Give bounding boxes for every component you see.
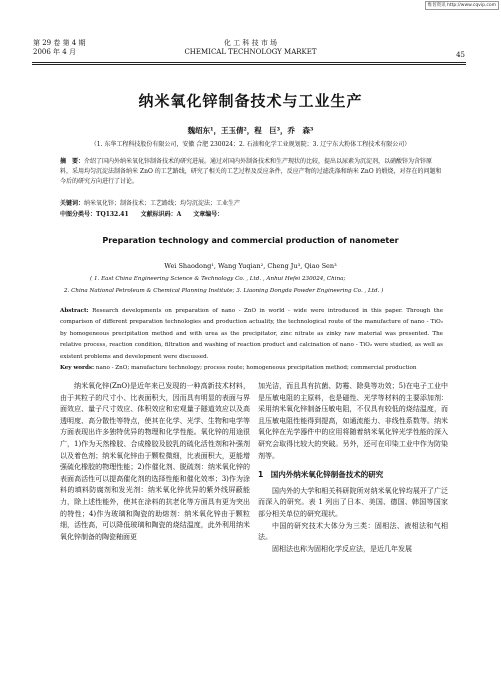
header-rule — [32, 62, 466, 63]
body-paragraph: 国内外的大学和相关科研院所对纳米氧化锌均展开了广泛而深入的研究。表 1 列出了日本、美国、德国、韩国等国家部分相关单位的研究现状。 — [258, 486, 448, 518]
authors: 魏绍东¹，王玉倩²，程 巨³，乔 森³ — [187, 126, 314, 135]
journal-en: CHEMICAL TECHNOLOGY MARKET — [184, 48, 317, 56]
volume-label: 第 29 卷 第 4 期 — [33, 39, 86, 47]
body-column-left — [60, 381, 250, 543]
paper-title: 纳米氧化锌制备技术与工业生产 — [138, 92, 363, 110]
body-paragraph: 中国的研究技术大体分为三类：固相法、液相法和气相法。 — [258, 521, 448, 542]
keywords-cn — [60, 199, 443, 209]
classification: 中图分类号：TQ132.41 文献标识码：A 文章编号： — [60, 211, 224, 218]
keywords-label: 关键词： — [60, 200, 85, 207]
header-rule-thin — [32, 64, 466, 65]
journal-name — [0, 39, 501, 57]
english-abstract — [60, 306, 443, 374]
affiliation: （1. 东华工程科技股份有限公司，安徽 合肥 230024；2. 石油和化学工业规划院；3. 辽宁东大粉体工程技术有限公司） — [90, 141, 411, 148]
page-number: 45 — [456, 51, 465, 59]
abstract-label: 摘 要： — [60, 158, 85, 165]
date-label: 2006 年 4 月 — [33, 48, 76, 56]
english-keywords-label: Key words: — [60, 365, 95, 372]
english-authors: Wei Shaodong¹, Wang Yuqian², Cheng Ju³, Qiao Sen³ — [164, 262, 337, 270]
body-paragraph: 固相法也称为固相化学反应法，是近几年发展 — [272, 544, 412, 553]
english-abstract-text: Research developments on preparation of nano - ZnO in world - wide were introduced in this paper. Through the comparison of different preparation technologies and production actuality, the technological route of the manufacture of nano - TiO₂ by homogeneous precipitation method and with urea as the precipitator, zinc nitrate as zinky raw material was presented. The relative process, reaction condition, filtration and washing of reaction product and calcination of nano - TiO₂ were studied, as well as existent problems and development were discussed. — [60, 308, 443, 360]
english-keywords-text: nano - ZnO; manufacture technology; process route; homogeneous precipitation method; commercial production — [95, 365, 417, 372]
english-abstract-label: Abstract: — [60, 308, 89, 314]
body-paragraph: 纳米氧化锌(ZnO)是近年来已发现的一种高新技术材料，由于其粒子的尺寸小、比表面积大，因而具有明显的表面与界面效应、量子尺寸效应、体积效应和宏观量子隧道效应以及高透明度、高分散性等特点，使其在化学、光学、生物和电学等方面表现出许多独特优异的物理和化学性能。氧化锌的用途很广，1)作为天然橡胶、合成橡胶及胶乳的硫化活性剂和补强剂以及着色剂；纳米氧化锌由于颗粒微细，比表面积大，更能增强硫化橡胶的物理性能；2)作催化剂、脱硫剂：纳米氧化锌的表面高活性可以提高催化剂的选择性能和催化效率；3)作为涂料的填料防腐剂和发光剂：纳米氧化锌优异的紫外线屏蔽能力，除上述性能外，使其在涂料的抗老化等方面具有更为突出的特性；4)作为玻璃和陶瓷的助熔剂：纳米氧化锌由于颗粒细，活性高，可以降低玻璃和陶瓷的烧结温度，此外利用纳米氧化锌制备的陶瓷釉面更 — [60, 382, 250, 541]
abstract-cn — [60, 157, 443, 187]
journal-cn: 化 工 科 技 市 场 — [223, 39, 278, 47]
keywords-text: 纳米氧化锌；制备技术；工艺路线；均匀沉淀法；工业生产 — [84, 200, 241, 207]
abstract-text: 介绍了国内外纳米氧化锌制备技术的研究进展。通过对国内外制备技术和生产现状的比较，提出以尿素为沉淀剂，以硝酸锌为含锌原料，采用均匀沉淀法制备纳米 ZnO 的工艺路线，研究了相关的工艺过程及反应条件，反应产物的过滤洗涤和纳米 ZnO 的煅烧，对存在的问题和今后的研究方向进行了讨论。 — [60, 158, 442, 185]
english-title: Preparation technology and commercial production of nanometer — [102, 236, 399, 245]
section-heading: 1 国内外纳米氧化锌制备技术的研究 — [258, 470, 384, 480]
english-affiliation-2: 2. China National Petroleum & Chemical Planning Institute; 3. Liaoning Dongda Powder Engineering Co. , Ltd. ) — [64, 288, 384, 294]
english-affiliation-1: ( 1. East China Engineering Science & Technology Co. , Ltd. , Anhui Hefei 230024, China; — [90, 276, 346, 282]
watermark: 维普资讯 http://www.cqvip.com — [425, 1, 499, 10]
body-column-right — [258, 381, 448, 555]
body-paragraph: 加光洁，而且具有抗菌、防霉、除臭等功效；5)在电子工业中是压敏电阻的主原料，也是磁性、光学等材料的主要添加剂：采用纳米氧化锌制备压敏电阻，不仅具有较低的烧结温度，而且压敏电阻性能得到提高，如通流能力、非线性系数等。纳米氧化锌在光学器件中的应用将随着纳米氧化锌光学性能的深入研究会取得比较大的突破。另外，还可在印染工业中作为防染剂等。 — [258, 382, 448, 460]
